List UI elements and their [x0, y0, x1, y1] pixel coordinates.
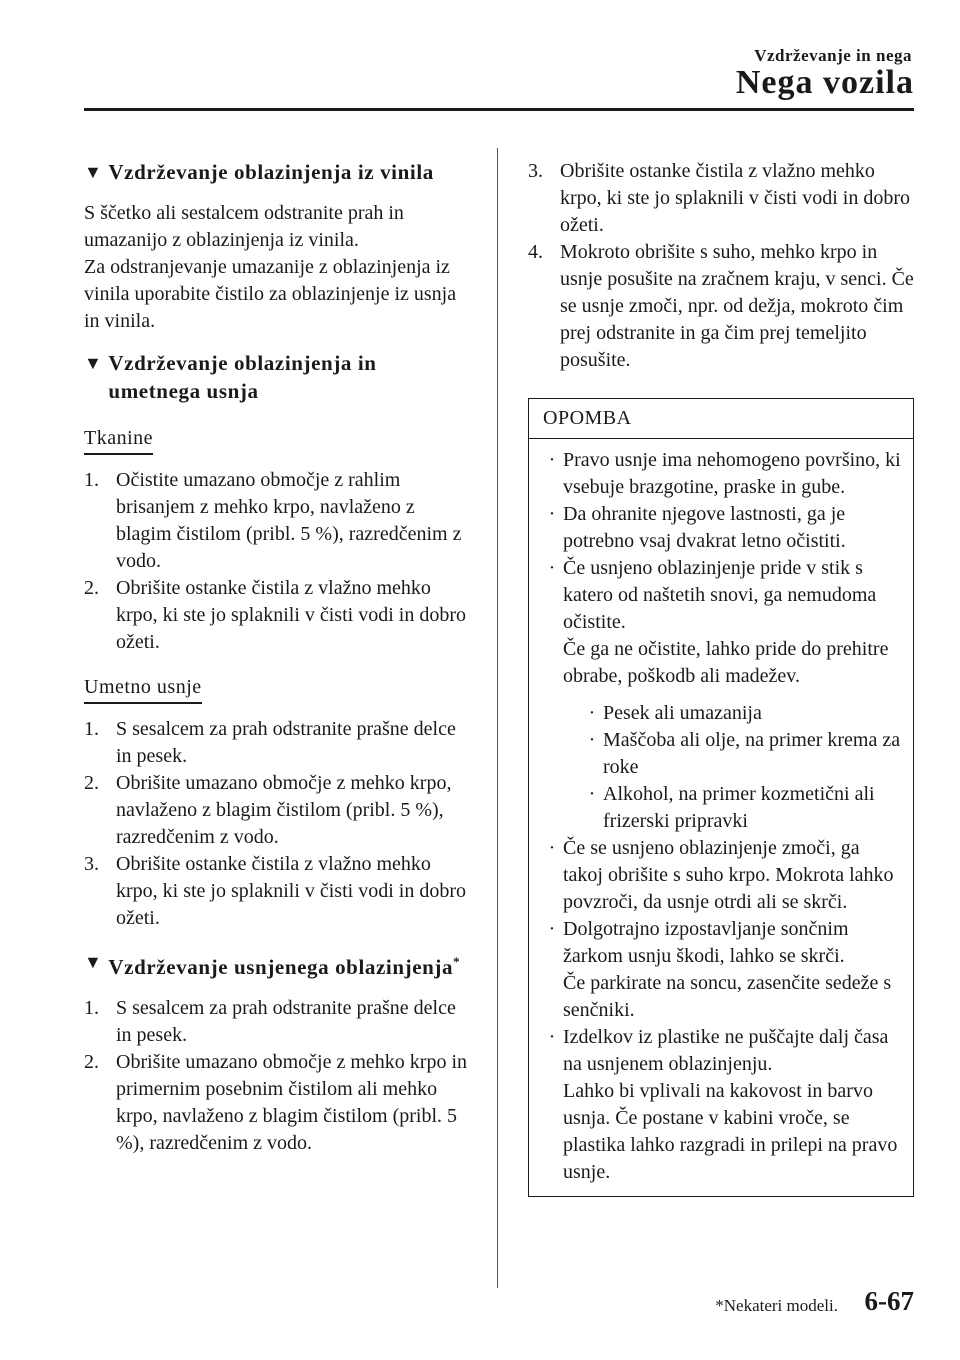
bullet-icon: · — [588, 783, 596, 805]
bullet-line: Izdelkov iz plastike ne puščajte dalj časa na usnjenem oblazinjenju. — [563, 1026, 889, 1075]
page-title: Nega vozila — [735, 64, 914, 101]
paragraph: Za odstranjevanje umazanije z oblazinjenja iz vinila uporabite čistilo za oblazinjenje iz usnja in vinila. — [84, 256, 457, 332]
note-title: OPOMBA — [529, 399, 913, 439]
step-text: Očistite umazano območje z rahlim brisanjem z mehko krpo, navlaženo z blagim čistilom (pribl. 5 %), razredčenim z vodo. — [116, 469, 462, 572]
bullet-text — [563, 1024, 901, 1186]
triangle-icon: ▼ — [84, 353, 103, 373]
step-text: Obrišite ostanke čistila z vlažno mehko krpo, ki ste jo splaknili v čisti vodi in dobro ožeti. — [116, 577, 466, 653]
bullet-icon: · — [548, 1026, 556, 1048]
list-item — [541, 1024, 901, 1186]
bullet-icon: · — [548, 918, 556, 940]
subheading-faux-leather: Umetno usnje — [84, 674, 202, 704]
bullet-text: Pesek ali umazanija — [603, 702, 762, 724]
list-item — [541, 835, 901, 916]
list-item — [541, 501, 901, 555]
paragraph: S ščetko ali sestalcem odstranite prah in umazanijo z oblazinjenja iz vinila. — [84, 202, 404, 251]
bullet-icon: · — [588, 702, 596, 724]
note-bullets — [541, 447, 901, 1186]
section-heading-text: Vzdrževanje oblazinjenja in umetnega usnja — [108, 351, 377, 403]
step-number: 3. — [528, 160, 543, 182]
list-item — [84, 995, 474, 1049]
list-item — [84, 716, 474, 770]
bullet-line: Dolgotrajno izpostavljanje sončnim žarkom usnju škodi, lahko se skrči. — [563, 918, 849, 967]
header-rule — [84, 108, 914, 111]
list-item — [84, 575, 474, 656]
step-number: 3. — [84, 853, 99, 875]
left-column — [84, 158, 474, 1169]
sub-bullets — [563, 700, 901, 835]
bullet-text: Pravo usnje ima nehomogeno površino, ki vsebuje brazgotine, praske in gube. — [563, 449, 901, 498]
list-item — [581, 727, 901, 781]
step-text: Obrišite umazano območje z mehko krpo, navlaženo z blagim čistilom (pribl. 5 %), razredčenim z vodo. — [116, 772, 452, 848]
bullet-text — [563, 555, 901, 835]
section-heading-text — [108, 948, 474, 981]
right-column — [528, 158, 914, 1197]
asterisk-mark: * — [453, 954, 461, 969]
bullet-line: Če ga ne očistite, lahko pride do prehitre obrabe, poškodb ali madežev. — [563, 638, 889, 687]
bullet-text: Maščoba ali olje, na primer krema za roke — [603, 729, 901, 778]
bullet-text: Alkohol, na primer kozmetični ali frizerski pripravki — [603, 783, 875, 832]
list-item — [528, 239, 914, 374]
section-heading-text: Vzdrževanje oblazinjenja iz vinila — [108, 160, 434, 184]
step-number: 2. — [84, 1051, 99, 1073]
step-text: S sesalcem za prah odstranite prašne delce in pesek. — [116, 718, 456, 767]
bullet-text — [563, 916, 901, 1024]
header-section: Vzdrževanje in nega — [754, 46, 912, 65]
bullet-icon: · — [588, 729, 596, 751]
faux-steps — [84, 716, 474, 932]
step-text: Mokroto obrišite s suho, mehko krpo in usnje posušite na zračnem kraju, v senci. Če se usnje zmoči, npr. od dežja, mokroto čim prej odstranite in ga čim prej temeljito posušite. — [560, 241, 914, 371]
section-heading-label: Vzdrževanje usnjenega oblazinjenja — [108, 955, 454, 979]
bullet-icon: · — [548, 449, 556, 471]
subheading-fabric: Tkanine — [84, 425, 153, 455]
footer-note: *Nekateri modeli. — [715, 1296, 838, 1315]
step-number: 2. — [84, 772, 99, 794]
bullet-icon: · — [548, 503, 556, 525]
list-item — [84, 1049, 474, 1157]
step-text: Obrišite ostanke čistila z vlažno mehko krpo, ki ste jo splaknili v čisti vodi in dobro ožeti. — [116, 853, 466, 929]
section-heading-vinyl — [84, 158, 474, 186]
note-body — [529, 439, 913, 1196]
bullet-line: Lahko bi vplivali na kakovost in barvo usnja. Če postane v kabini vroče, se plastika lahko razgradi in prilepi na pravo usnje. — [563, 1080, 898, 1183]
fabric-steps — [84, 467, 474, 656]
list-item — [581, 700, 901, 727]
list-item — [84, 851, 474, 932]
leather-steps — [84, 995, 474, 1157]
bullet-icon: · — [548, 837, 556, 859]
step-text: Obrišite umazano območje z mehko krpo in primernim posebnim čistilom ali mehko krpo, navlaženo z blagim čistilom (pribl. 5 %), razredčenim z vodo. — [116, 1051, 468, 1154]
list-item — [541, 916, 901, 1024]
list-item — [541, 555, 901, 835]
bullet-line: Če parkirate na soncu, zasenčite sedeže s senčniki. — [563, 972, 892, 1021]
list-item — [581, 781, 901, 835]
bullet-text: Če se usnjeno oblazinjenje zmoči, ga takoj obrišite s suho krpo. Mokrota lahko povzroči, da usnje otrdi ali se skrči. — [563, 837, 894, 913]
bullet-text: Da ohranite njegove lastnosti, ga je potrebno vsaj dvakrat letno očistiti. — [563, 503, 846, 552]
bullet-line: Če usnjeno oblazinjenje pride v stik s katero od naštetih snovi, ga nemudoma očistite. — [563, 557, 877, 633]
bullet-icon: · — [548, 557, 556, 579]
step-number: 2. — [84, 577, 99, 599]
page-number: 6-67 — [864, 1286, 914, 1316]
step-number: 1. — [84, 997, 99, 1019]
triangle-icon: ▼ — [84, 162, 103, 182]
column-divider — [497, 148, 498, 1288]
note-box — [528, 398, 914, 1197]
triangle-icon: ▼ — [84, 952, 103, 972]
section-heading-artificial — [84, 349, 474, 405]
list-item — [541, 447, 901, 501]
step-number: 4. — [528, 241, 543, 263]
list-item — [528, 158, 914, 239]
step-number: 1. — [84, 718, 99, 740]
leather-steps-continued — [528, 158, 914, 374]
step-text: S sesalcem za prah odstranite prašne delce in pesek. — [116, 997, 456, 1046]
section-heading-leather — [84, 948, 474, 981]
step-number: 1. — [84, 469, 99, 491]
list-item — [84, 770, 474, 851]
list-item — [84, 467, 474, 575]
step-text: Obrišite ostanke čistila z vlažno mehko krpo, ki ste jo splaknili v čisti vodi in dobro ožeti. — [560, 160, 910, 236]
